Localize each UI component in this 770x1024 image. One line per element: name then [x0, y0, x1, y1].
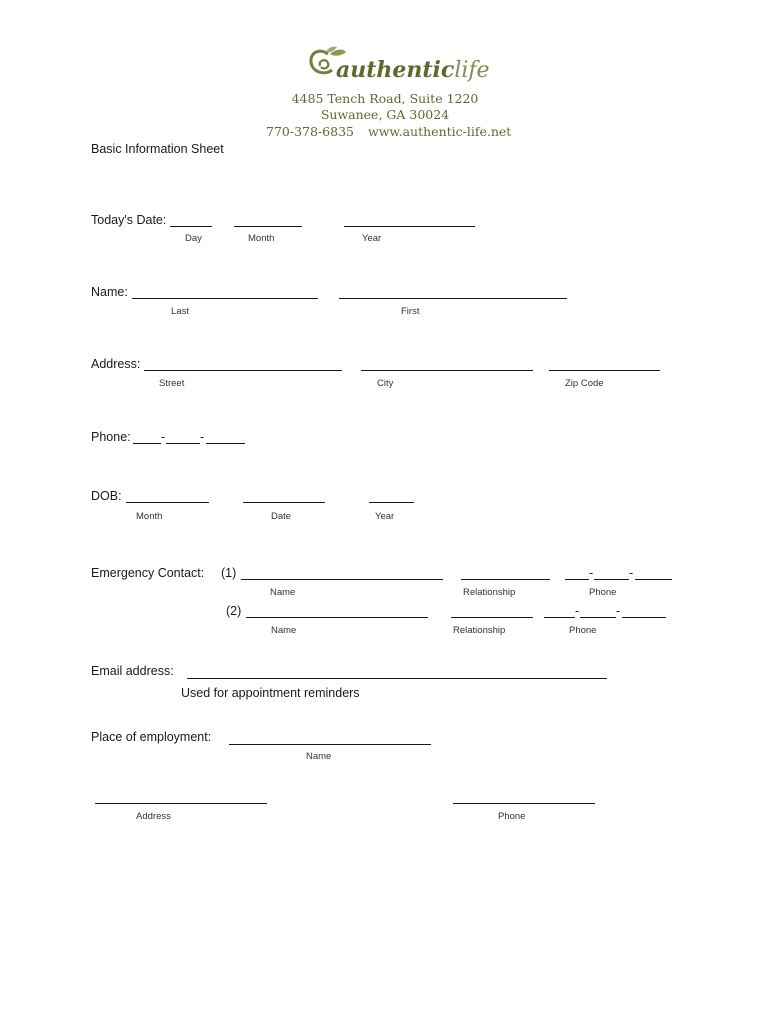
zip-code-field[interactable]	[549, 370, 660, 371]
dob-month-caption: Month	[136, 511, 163, 522]
last-name-caption: Last	[171, 306, 189, 317]
email-field[interactable]	[187, 678, 607, 679]
employment-name-field[interactable]	[229, 744, 431, 745]
emergency-2-number: (2)	[226, 604, 242, 618]
emergency-2-name-field[interactable]	[246, 617, 428, 618]
emergency-1-number: (1)	[221, 566, 237, 580]
dob-date-field[interactable]	[243, 502, 325, 503]
date-month-field[interactable]	[234, 226, 302, 227]
date-day-field[interactable]	[170, 226, 212, 227]
email-note: Used for appointment reminders	[181, 686, 360, 700]
email-label: Email address:	[91, 664, 174, 678]
date-day-caption: Day	[185, 233, 202, 244]
todays-date-label: Today's Date:	[91, 213, 167, 227]
emergency-2-phone-caption: Phone	[569, 625, 597, 636]
phone-dash-2: -	[200, 430, 205, 444]
employment-phone-caption: Phone	[498, 811, 526, 822]
emergency-2-relationship-field[interactable]	[451, 617, 533, 618]
city-field[interactable]	[361, 370, 533, 371]
phone-area-field[interactable]	[133, 443, 161, 444]
address-line1: 4485 Tench Road, Suite 1220	[291, 91, 479, 106]
phone-dash-1: -	[161, 430, 166, 444]
first-name-field[interactable]	[339, 298, 567, 299]
street-field[interactable]	[144, 370, 342, 371]
emergency-2-phone-prefix-field[interactable]	[580, 617, 616, 618]
name-label: Name:	[91, 285, 128, 299]
employment-address-field[interactable]	[95, 803, 267, 804]
employment-address-caption: Address	[136, 811, 171, 822]
emergency-1-relationship-field[interactable]	[461, 579, 550, 580]
dob-label: DOB:	[91, 489, 122, 503]
date-month-caption: Month	[248, 233, 275, 244]
emergency-1-name-field[interactable]	[241, 579, 443, 580]
emergency-1-phone-dash-1: -	[589, 566, 594, 580]
last-name-field[interactable]	[132, 298, 318, 299]
emergency-1-phone-line-field[interactable]	[635, 579, 672, 580]
date-year-field[interactable]	[344, 226, 475, 227]
address-line2: Suwanee, GA 30024	[320, 107, 450, 122]
address-label: Address:	[91, 357, 141, 371]
date-year-caption: Year	[362, 233, 382, 244]
emergency-2-phone-line-field[interactable]	[622, 617, 666, 618]
emergency-1-phone-caption: Phone	[589, 587, 617, 598]
employment-name-caption: Name	[306, 751, 332, 762]
dob-year-field[interactable]	[369, 502, 414, 503]
phone-label: Phone:	[91, 430, 131, 444]
emergency-contact-label: Emergency Contact:	[91, 566, 205, 580]
emergency-1-relationship-caption: Relationship	[463, 587, 516, 598]
dob-year-caption: Year	[375, 511, 395, 522]
emergency-1-name-caption: Name	[270, 587, 296, 598]
dob-date-caption: Date	[271, 511, 292, 522]
emergency-2-relationship-caption: Relationship	[453, 625, 506, 636]
emergency-2-phone-dash-2: -	[616, 604, 621, 618]
header-phone: 770-378-6835	[266, 124, 354, 139]
emergency-1-phone-dash-2: -	[629, 566, 634, 580]
emergency-2-phone-area-field[interactable]	[544, 617, 575, 618]
brand-light: life	[454, 58, 490, 83]
phone-prefix-field[interactable]	[166, 443, 200, 444]
zip-code-caption: Zip Code	[565, 378, 604, 389]
phone-line-field[interactable]	[206, 443, 245, 444]
brand-bold: authentic	[336, 57, 455, 83]
emergency-1-phone-area-field[interactable]	[565, 579, 589, 580]
employment-label: Place of employment:	[91, 730, 212, 744]
emergency-2-name-caption: Name	[271, 625, 297, 636]
emergency-2-phone-dash-1: -	[575, 604, 580, 618]
first-name-caption: First	[401, 306, 420, 317]
header-website: www.authentic-life.net	[368, 124, 512, 139]
employment-phone-field[interactable]	[453, 803, 595, 804]
emergency-1-phone-prefix-field[interactable]	[594, 579, 629, 580]
street-caption: Street	[159, 378, 185, 389]
form-title: Basic Information Sheet	[91, 142, 224, 156]
brand-logo-text	[336, 57, 490, 83]
dob-month-field[interactable]	[126, 502, 209, 503]
city-caption: City	[377, 378, 394, 389]
